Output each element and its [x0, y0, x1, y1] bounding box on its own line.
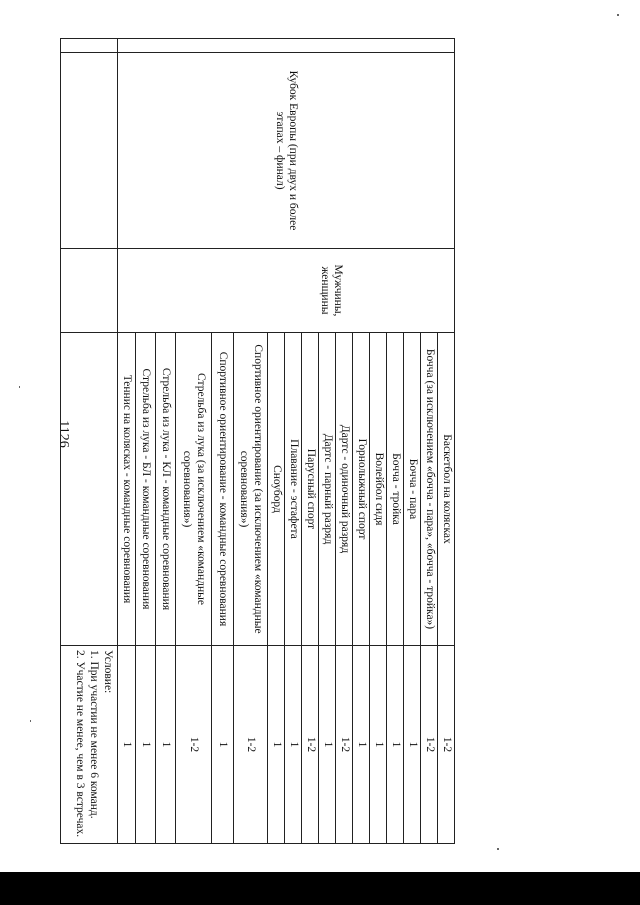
sport-name: Баскетбол на колясках [438, 333, 455, 646]
sport-name: Бочча - пара [404, 333, 421, 646]
sport-name: Стрельба из лука (за исключением «командные соревнования») [176, 333, 212, 646]
places-value: 1 [404, 646, 421, 844]
condition-line: 1. При участии не менее 6 команд. [88, 650, 101, 819]
sport-name: Стрельба из лука - КЛ - командные соревнования [156, 333, 176, 646]
places-value: 1-2 [336, 646, 353, 844]
condition-title: Условие: [102, 650, 114, 694]
sport-name: Теннис на колясках - командные соревнования [118, 333, 136, 646]
sport-name: Стрельба из лука - БЛ - командные соревнования [136, 333, 156, 646]
sport-name: Дартс - парный разряд [319, 333, 336, 646]
places-value: 1-2 [421, 646, 438, 844]
results-table [60, 38, 455, 844]
places-value: 1 [118, 646, 136, 844]
places-value: 1-2 [234, 646, 268, 844]
places-value: 1 [268, 646, 285, 844]
places-value: 1-2 [438, 646, 455, 844]
sport-name: Бочча - тройка [387, 333, 404, 646]
places-value: 1 [319, 646, 336, 844]
scan-speck [30, 720, 31, 722]
places-value: 1 [285, 646, 302, 844]
scan-speck [19, 386, 20, 388]
participants-text: Мужчины, женщины [318, 264, 344, 317]
sport-name: Сноуборд [268, 333, 285, 646]
rotated-page-content [62, 38, 455, 843]
places-value: 1 [156, 646, 176, 844]
sport-name: Дартс - одиночный разряд [336, 333, 353, 646]
places-value: 1 [353, 646, 370, 844]
table-row [438, 39, 455, 844]
scan-speck [617, 14, 619, 16]
sport-name: Плавание - эстафета [285, 333, 302, 646]
scan-bottom-bar [0, 872, 640, 905]
places-value: 1 [136, 646, 156, 844]
sport-name: Бочча (за исключением «бочча - пара», «бочча - тройка») [421, 333, 438, 646]
sport-name: Волейбол сидя [370, 333, 387, 646]
places-value: 1 [387, 646, 404, 844]
page-number: 1126 [56, 420, 71, 448]
competition-cell: Кубок Европы (при двух и более этапах – финал) [118, 53, 455, 249]
sport-name: Горнолыжный спорт [353, 333, 370, 646]
sport-name: Спортивное ориентирование - командные соревнования [212, 333, 234, 646]
places-value: 1-2 [176, 646, 212, 844]
condition-cell [61, 646, 118, 844]
table-row [61, 39, 118, 844]
sport-name: Парусный спорт [302, 333, 319, 646]
sport-name: Спортивное ориентирование (за исключением «командные соревнования») [234, 333, 268, 646]
condition-line: 2. Участие не менее, чем в 3 встречах. [74, 650, 87, 838]
places-value: 1 [212, 646, 234, 844]
participants-cell [118, 249, 455, 333]
places-value: 1-2 [302, 646, 319, 844]
scan-speck [497, 848, 499, 850]
places-value: 1 [370, 646, 387, 844]
